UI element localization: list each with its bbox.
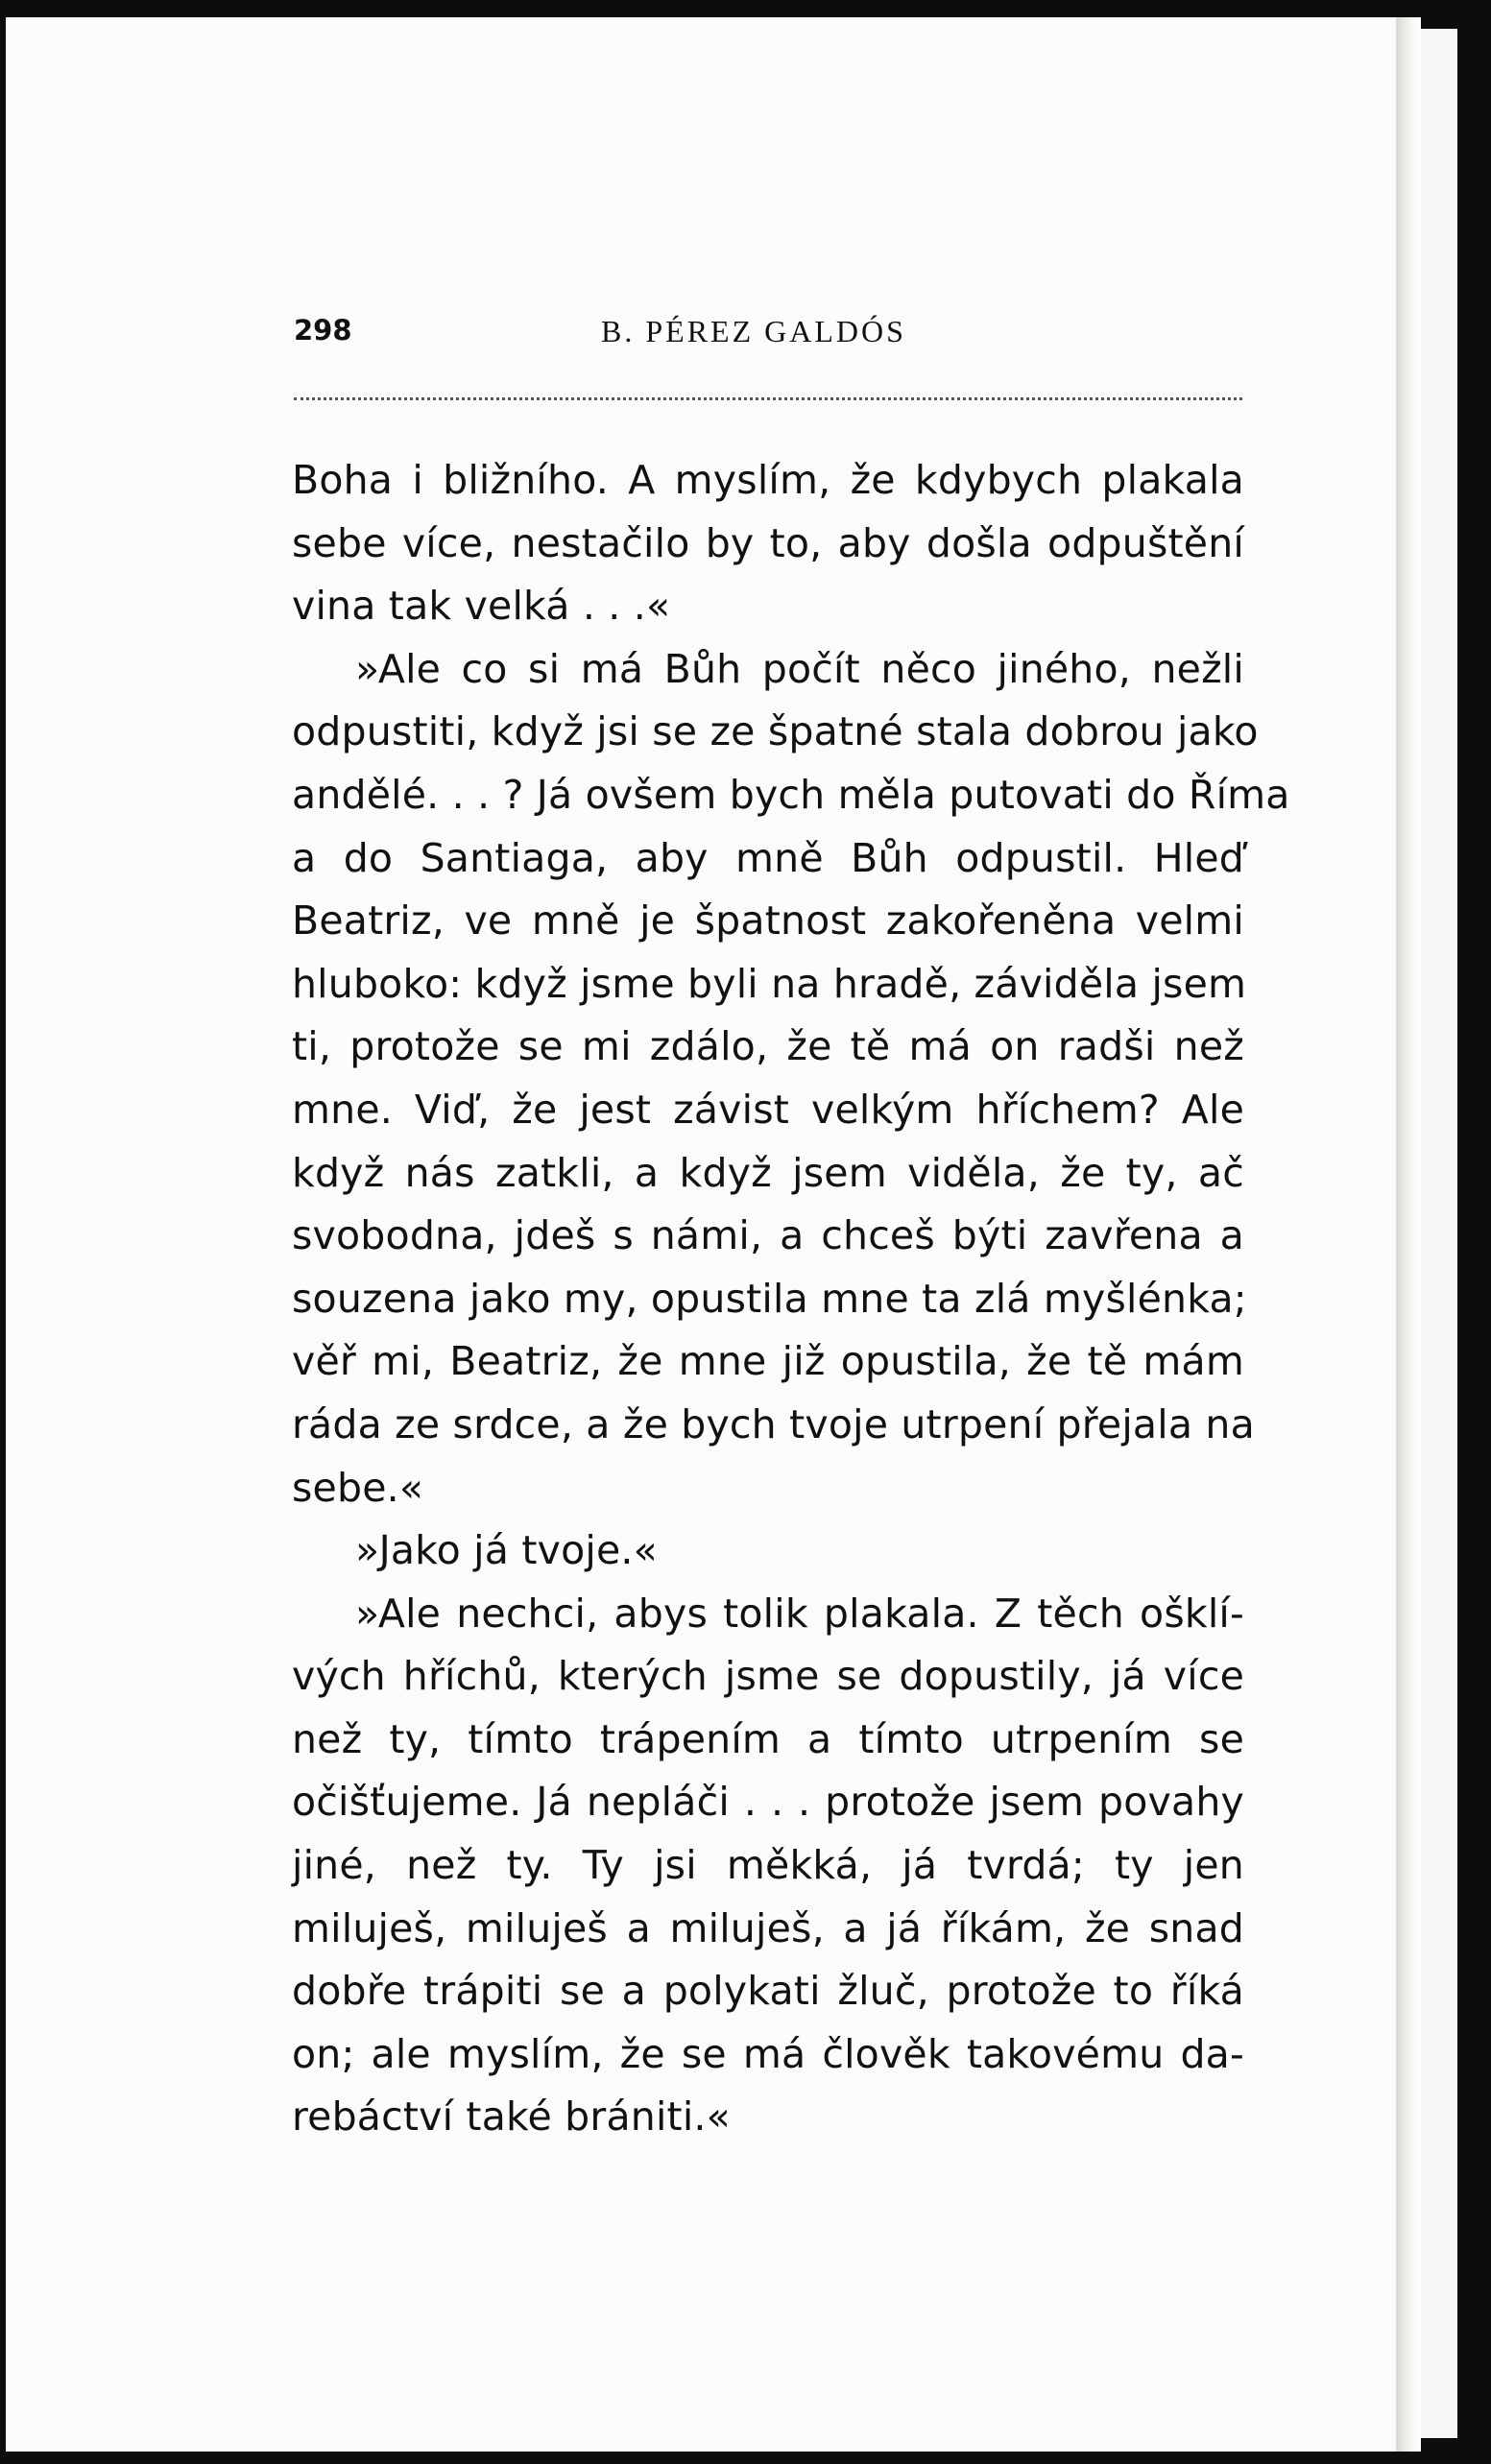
text-line: svobodna, jdeš s námi, a chceš býti zavřena a bbox=[292, 1212, 1244, 1259]
page-number: 298 bbox=[294, 314, 352, 347]
page-edge bbox=[1396, 17, 1421, 2452]
text-line: očišťujeme. Já nepláči . . . protože jsem povahy bbox=[292, 1779, 1244, 1826]
text-line: než ty, tímto trápením a tímto utrpením se bbox=[292, 1715, 1244, 1762]
body-text bbox=[292, 449, 1290, 2149]
text-line: miluješ, miluješ a miluješ, a já říkám, že snad bbox=[292, 1904, 1244, 1951]
text-line: sebe více, nestačilo by to, aby došla odpuštění bbox=[292, 519, 1244, 566]
text-line: hluboko: když jsme byli na hradě, záviděla jsem bbox=[292, 960, 1247, 1007]
text-line: mne. Viď, že jest závist velkým hříchem? Ale bbox=[292, 1086, 1244, 1133]
text-line: Beatriz, ve mně je špatnost zakořeněna velmi bbox=[292, 897, 1244, 945]
text-line: dobře trápiti se a polykati žluč, protože to říká bbox=[292, 1968, 1244, 2015]
text-line: »Ale nechci, abys tolik plakala. Z těch ošklí- bbox=[355, 1590, 1244, 1637]
page-edge-shadow bbox=[1421, 29, 1457, 2438]
text-line: vina tak velká . . .« bbox=[292, 583, 671, 630]
text-line: on; ale myslím, že se má člověk takovému da- bbox=[292, 2030, 1244, 2077]
text-line: andělé. . . ? Já ovšem bych měla putovati do Říma bbox=[292, 771, 1290, 818]
text-line: odpustiti, když jsi se ze špatné stala dobrou jako bbox=[292, 708, 1259, 755]
text-line: věř mi, Beatriz, že mne již opustila, že tě mám bbox=[292, 1338, 1244, 1385]
running-head: B. PÉREZ GALDÓS bbox=[601, 314, 906, 348]
text-line: vých hříchů, kterých jsme se dopustily, já více bbox=[292, 1653, 1244, 1700]
text-line: souzena jako my, opustila mne ta zlá myšlénka; bbox=[292, 1275, 1247, 1322]
page-header bbox=[6, 310, 1396, 358]
text-line: a do Santiaga, aby mně Bůh odpustil. Hleď bbox=[292, 834, 1244, 881]
text-line: rebáctví také brániti.« bbox=[292, 2093, 731, 2141]
text-line: »Jako já tvoje.« bbox=[355, 1527, 658, 1574]
text-line: »Ale co si má Bůh počít něco jiného, nežli bbox=[355, 645, 1244, 692]
text-line: Boha i bližního. A myslím, že kdybych plakala bbox=[292, 457, 1244, 503]
text-line: ti, protože se mi zdálo, že tě má on radši než bbox=[292, 1023, 1244, 1070]
scan-border bbox=[1457, 0, 1491, 2464]
book-page bbox=[6, 17, 1396, 2452]
text-line: sebe.« bbox=[292, 1464, 424, 1511]
text-line: když nás zatkli, a když jsem viděla, že ty, ač bbox=[292, 1149, 1244, 1196]
header-rule bbox=[294, 397, 1242, 400]
text-line: ráda ze srdce, a že bych tvoje utrpení přejala na bbox=[292, 1400, 1255, 1447]
text-line: jiné, než ty. Ty jsi měkká, já tvrdá; ty jen bbox=[292, 1842, 1244, 1889]
